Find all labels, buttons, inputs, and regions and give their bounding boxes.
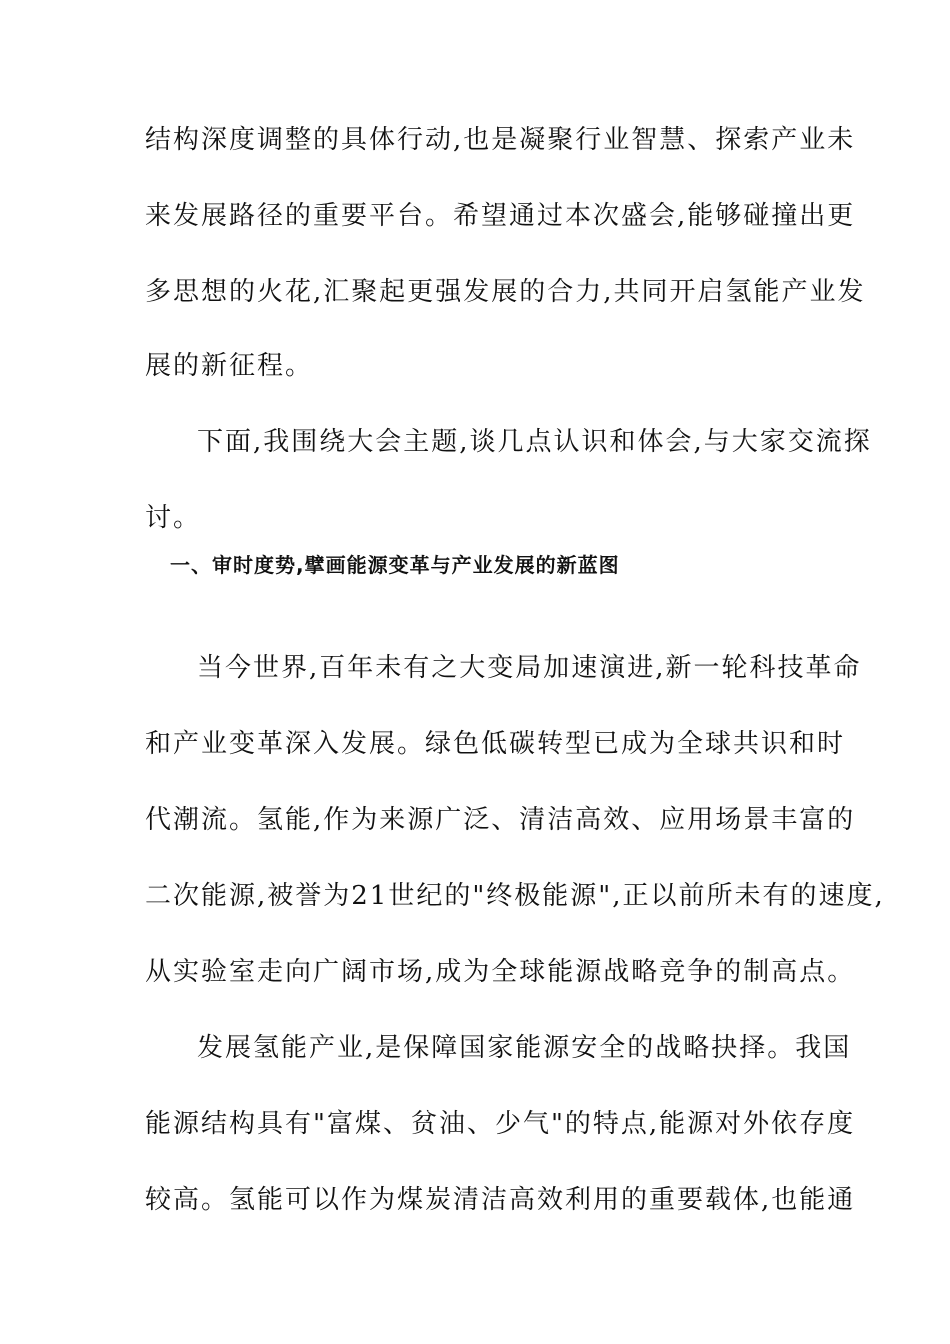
paragraph-4-line-3: 较高。氢能可以作为煤炭清洁高效利用的重要载体,也能通 (145, 1185, 856, 1215)
paragraph-2-line-1: 下面,我围绕大会主题,谈几点认识和体会,与大家交流探 (197, 427, 872, 457)
paragraph-4-line-2: 能源结构具有"富煤、贫油、少气"的特点,能源对外依存度 (145, 1109, 856, 1139)
paragraph-2-line-2: 讨。 (145, 503, 202, 533)
paragraph-1-line-2: 来发展路径的重要平台。希望通过本次盛会,能够碰撞出更 (145, 201, 856, 231)
paragraph-1-line-3: 多思想的火花,汇聚起更强发展的合力,共同开启氢能产业发 (145, 277, 866, 307)
paragraph-4-line-1: 发展氢能产业,是保障国家能源安全的战略抉择。我国 (197, 1033, 852, 1063)
paragraph-1-line-1: 结构深度调整的具体行动,也是凝聚行业智慧、探索产业未 (145, 125, 856, 155)
paragraph-3-line-5: 从实验室走向广阔市场,成为全球能源战略竞争的制高点。 (145, 957, 856, 987)
paragraph-3-line-1: 当今世界,百年未有之大变局加速演进,新一轮科技革命 (197, 653, 862, 683)
section-heading: 一、审时度势,擘画能源变革与产业发展的新蓝图 (170, 553, 620, 577)
paragraph-3-line-4: 二次能源,被誉为21世纪的"终极能源",正以前所未有的速度, (145, 881, 885, 911)
paragraph-3-line-3: 代潮流。氢能,作为来源广泛、清洁高效、应用场景丰富的 (145, 805, 856, 835)
paragraph-1-line-4: 展的新征程。 (145, 351, 314, 381)
paragraph-3-line-2: 和产业变革深入发展。绿色低碳转型已成为全球共识和时 (145, 729, 846, 759)
